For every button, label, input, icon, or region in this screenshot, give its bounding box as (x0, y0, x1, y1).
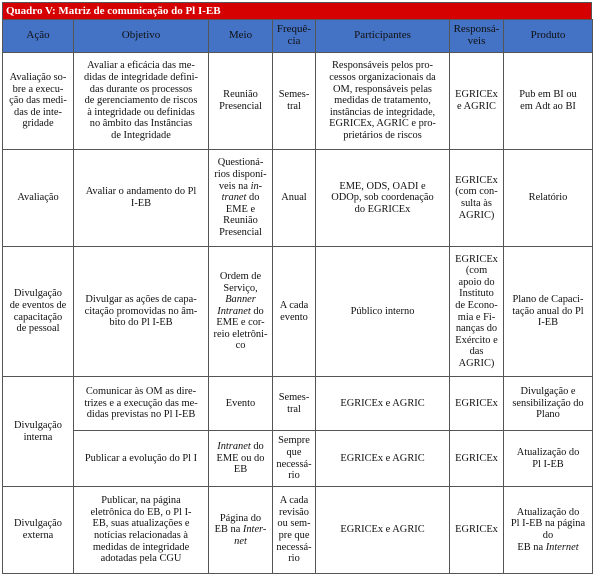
table-row (3, 431, 593, 487)
cell-produto: Plano de Capaci- tação anual do Pl I-EB (504, 247, 593, 377)
meio-text: do EME ou do EB (216, 441, 265, 476)
cell-meio (209, 431, 273, 487)
meio-italic-term: Intranet (217, 441, 251, 453)
quadro-document (2, 2, 592, 574)
meio-text: do EME e Reunião Presencial (219, 192, 262, 238)
meio-text: Ordem de Serviço, (219, 270, 262, 294)
cell-frequencia: A cada revisão ou sem- pre que necessá- rio (273, 487, 316, 574)
cell-responsaveis: EGRICEx (450, 377, 504, 431)
cell-objetivo: Avaliar o andamento do Pl I-EB (74, 150, 209, 247)
table-title: Quadro V: Matriz de comunicação do Pl I-EB (2, 2, 592, 19)
cell-frequencia: Semes- tral (273, 53, 316, 150)
cell-responsaveis: EGRICEx (com apoio do Instituto de Econo- mia e Fi- nanças do Exército e das AGRIC) (450, 247, 504, 377)
cell-produto: Relatório (504, 150, 593, 247)
table-row (3, 377, 593, 431)
cell-frequencia: Sempre que necessá- rio (273, 431, 316, 487)
meio-italic-term: in- tranet (221, 180, 263, 204)
cell-responsaveis: EGRICEx e AGRIC (450, 53, 504, 150)
table-row (3, 150, 593, 247)
cell-participantes: Público interno (316, 247, 450, 377)
header-objetivo: Objetivo (74, 20, 209, 53)
cell-acao: Divulgação externa (3, 487, 74, 574)
cell-acao: Avaliação so- bre a execu- ção das medi- das de inte- gridade (3, 53, 74, 150)
header-meio: Meio (209, 20, 273, 53)
cell-acao: Avaliação (3, 150, 74, 247)
cell-objetivo: Publicar, na página eletrônica do EB, o Pl I- EB, suas atualizações e notícias relacionadas à medidas de integridade adotadas pela CGU (74, 487, 209, 574)
cell-objetivo: Avaliar a eficácia das me- didas de integridade defini- das durante os processos de gerenciamento de riscos à integridade ou definidas no âmbito das Instâncias de Integridade (74, 53, 209, 150)
meio-italic-term: Inter- net (234, 524, 267, 547)
cell-participantes: EGRICEx e AGRIC (316, 377, 450, 431)
cell-objetivo: Comunicar às OM as dire- trizes e a execução das me- didas previstas no Pl I-EB (74, 377, 209, 431)
header-frequencia: Frequê- cia (273, 20, 316, 53)
header-acao: Ação (3, 20, 74, 53)
cell-meio: Evento (209, 377, 273, 431)
produto-italic-term: Internet (545, 541, 579, 553)
cell-participantes: Responsáveis pelos pro- cessos organizacionais da OM, responsáveis pelas medidas de tratamento, instâncias de integridade, EGRICEx, AGRIC e pro- prietários de riscos (316, 53, 450, 150)
cell-meio (209, 247, 273, 377)
meio-text: Página do EB na (214, 512, 262, 536)
cell-meio (209, 487, 273, 574)
table-row (3, 247, 593, 377)
meio-italic-term: Banner Intranet (217, 294, 256, 317)
cell-produto: Pub em BI ou em Adt ao BI (504, 53, 593, 150)
cell-participantes: EGRICEx e AGRIC (316, 487, 450, 574)
cell-acao: Divulgação de eventos de capacitação de pessoal (3, 247, 74, 377)
cell-objetivo: Publicar a evolução do Pl I (74, 431, 209, 487)
cell-objetivo: Divulgar as ações de capa- citação promovidas no âm- bito do Pl I-EB (74, 247, 209, 377)
header-produto: Produto (504, 20, 593, 53)
table-row (3, 487, 593, 574)
cell-responsaveis: EGRICEx (com con- sulta às AGRIC) (450, 150, 504, 247)
cell-frequencia: Anual (273, 150, 316, 247)
cell-meio: Reunião Presencial (209, 53, 273, 150)
cell-responsaveis: EGRICEx (450, 431, 504, 487)
header-responsaveis: Responsá- veis (450, 20, 504, 53)
produto-text: Atualização do Pl I-EB na página do EB na (510, 506, 586, 553)
communication-matrix-table (2, 19, 593, 574)
cell-participantes: EGRICEx e AGRIC (316, 431, 450, 487)
cell-meio (209, 150, 273, 247)
cell-produto: Divulgação e sensibilização do Plano (504, 377, 593, 431)
cell-acao: Divulgação interna (3, 377, 74, 487)
cell-frequencia: A cada evento (273, 247, 316, 377)
table-row (3, 53, 593, 150)
cell-produto (504, 487, 593, 574)
header-participantes: Participantes (316, 20, 450, 53)
meio-text: do EME e cor- reio eletrôni- co (213, 305, 268, 352)
cell-produto: Atualização do Pl I-EB (504, 431, 593, 487)
meio-text: Questioná- rios disponí- veis na (214, 157, 267, 192)
cell-frequencia: Semes- tral (273, 377, 316, 431)
cell-participantes: EME, ODS, OADI e ODOp, sob coordenação do EGRICEx (316, 150, 450, 247)
cell-responsaveis: EGRICEx (450, 487, 504, 574)
header-row (3, 20, 593, 53)
